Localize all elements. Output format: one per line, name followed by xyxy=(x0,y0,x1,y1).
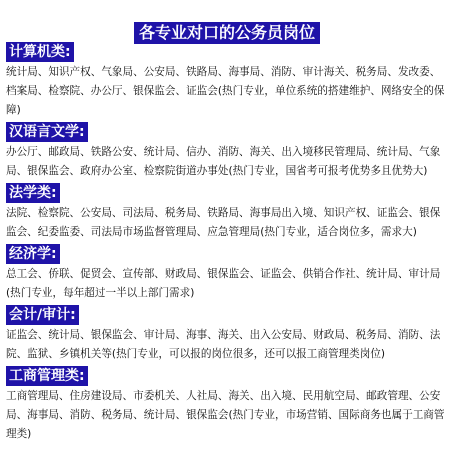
section-business-administration xyxy=(6,364,448,444)
section-law xyxy=(6,181,448,242)
section-body: 办公厅、邮政局、铁路公安、统计局、信办、消防、海关、出入境移民管理局、统计局、气象局、银保监会、政府办公室、检察院街道办事处(热门专业，国省考可报考优势多且优势大) xyxy=(6,146,441,177)
section-chinese-literature xyxy=(6,120,448,181)
section-economics xyxy=(6,242,448,303)
section-body: 法院、检察院、公安局、司法局、税务局、铁路局、海事局出入境、知识产权、证监会、银保监会、纪委监委、司法局市场监督管理局、应急管理局(热门专业，适合岗位多，需求大) xyxy=(6,207,441,238)
section-heading: 法学类: xyxy=(6,183,60,203)
section-heading: 工商管理类: xyxy=(6,366,88,386)
section-heading: 会计/审计: xyxy=(6,305,79,325)
section-computer-science xyxy=(6,40,448,120)
section-accounting-audit xyxy=(6,303,448,364)
section-body: 统计局、知识产权、气象局、公安局、铁路局、海事局、消防、审计海关、税务局、发改委、档案局、检察院、办公厅、银保监会、证监会(热门专业，单位系统的搭建维护、网络安全的保障) xyxy=(6,66,445,116)
page-title: 各专业对口的公务员岗位 xyxy=(134,22,320,44)
title-row xyxy=(6,0,448,40)
section-heading: 汉语言文学: xyxy=(6,122,88,142)
section-body: 工商管理局、住房建设局、市委机关、人社局、海关、出入境、民用航空局、邮政管理、公安局、海事局、消防、税务局、统计局、银保监会(热门专业，市场营销、国际商务也属于工商管理类) xyxy=(6,390,445,440)
section-body: 证监会、统计局、银保监会、审计局、海事、海关、出入公安局、财政局、税务局、消防、法院、监狱、乡镇机关等(热门专业，可以报的岗位很多，还可以报工商管理类岗位) xyxy=(6,329,441,360)
section-body: 总工会、侨联、促贸会、宣传部、财政局、银保监会、证监会、供销合作社、统计局、审计局(热门专业，每年超过一半以上部门需求) xyxy=(6,268,441,299)
section-heading: 经济学: xyxy=(6,244,60,264)
section-heading: 计算机类: xyxy=(6,42,74,62)
